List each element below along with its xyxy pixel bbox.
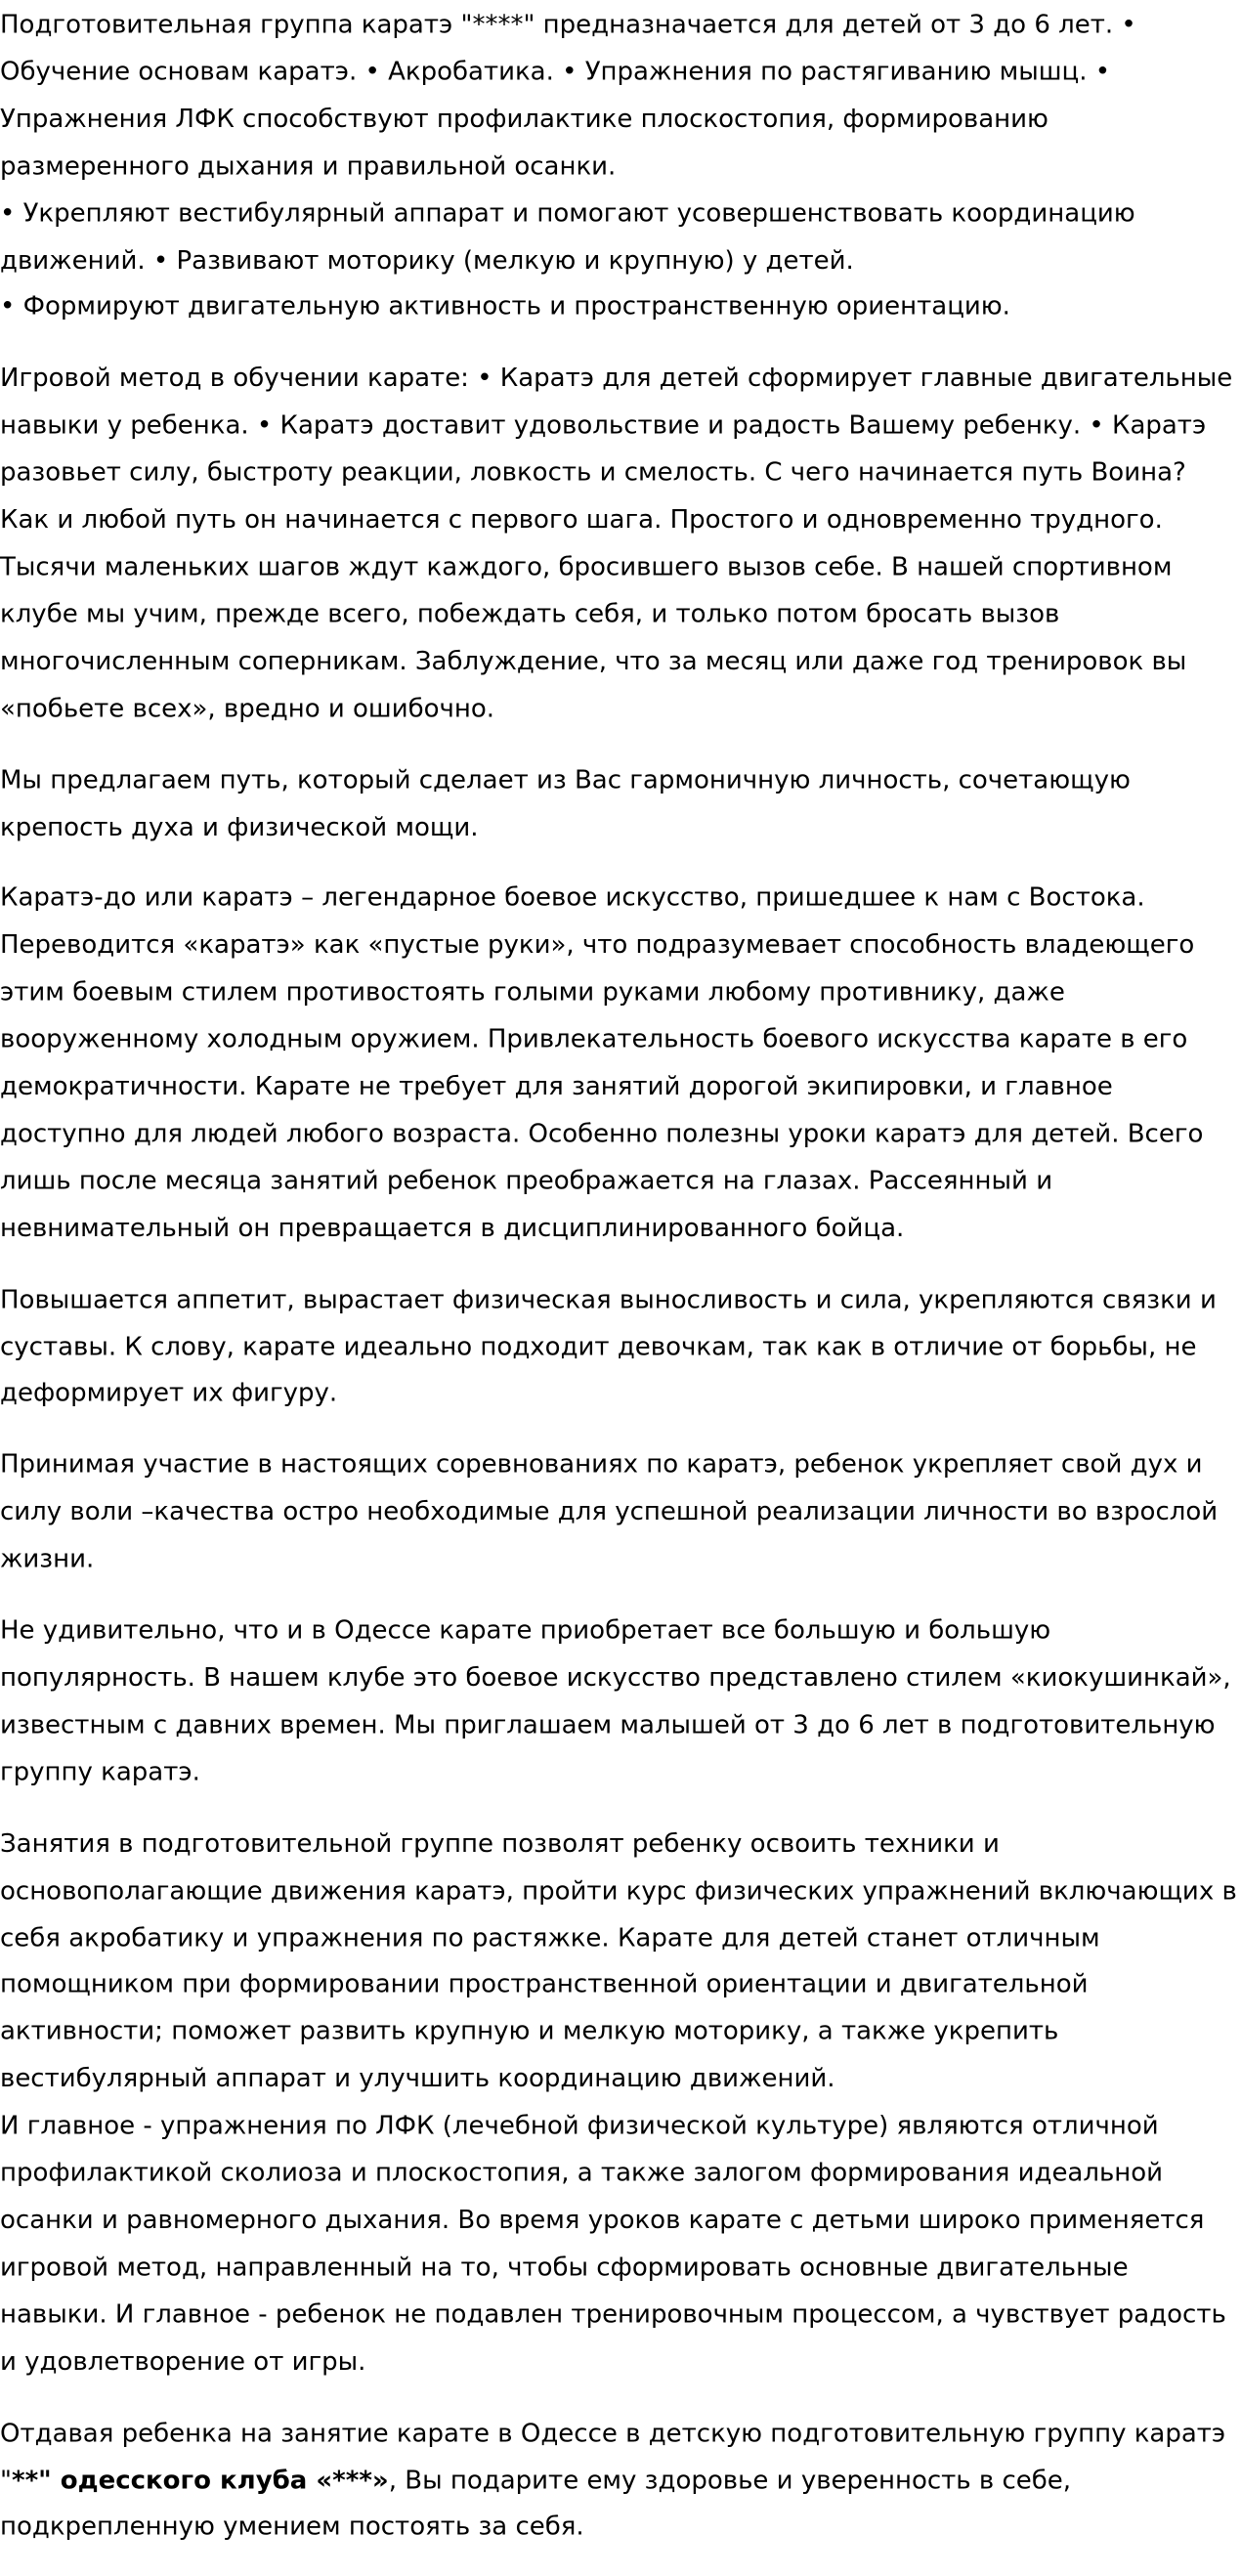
closing-text-end: , Вы подарите ему здоровье и уверенность в себе, подкрепленную умением постоять за себя.: [0, 2465, 1072, 2542]
paragraph-appetite: Повышается аппетит, вырастает физическая выносливость и сила, укрепляются связки и суставы. К слову, карате идеально подходит девочкам, так как в отличие от борьбы, не деформирует их фигуру.: [0, 1284, 1217, 1408]
paragraph-prep-group: [0, 1821, 1241, 2385]
prep-group-line-2: И главное - упражнения по ЛФК (лечебной физической культуре) являются отличной профилактикой сколиоза и плоскостопия, а также залогом формирования идеальной осанки и равномерного дыхания. Во время уроков карате с детьми широко применяется игровой метод, направленный на то, чтобы сформировать основные двигательные навыки. И главное - ребенок не подавлен тренировочным процессом, а чувствует радость и удовлетворение от игры.: [0, 2111, 1226, 2377]
intro-line-1: Подготовительная группа каратэ "****" предназначается для детей от 3 до 6 лет. • Обучение основам каратэ. • Акробатика. • Упражнения по растягиванию мышц. • Упражнения ЛФК способствуют профилактике плоскостопия, формированию размеренного дыхания и правильной осанки.: [0, 10, 1136, 181]
closing-text-start: Отдавая ребенка на занятие карате в Одессе в детскую подготовительную группу каратэ ": [0, 2418, 1226, 2495]
intro-line-2: • Укрепляют вестибулярный аппарат и помогают усовершенствовать координацию движений. • Развивают моторику (мелкую и крупную) у детей.: [0, 197, 1135, 275]
paragraph-odessa: Не удивительно, что и в Одессе карате приобретает все большую и большую популярность. В нашем клубе это боевое искусство представлено стилем «киокушинкай», известным с давних времен. Мы приглашаем малышей от 3 до 6 лет в подготовительную группу каратэ.: [0, 1615, 1231, 1787]
intro-line-3: • Формируют двигательную активность и пространственную ориентацию.: [0, 292, 1010, 322]
club-name-bold: **" одесского клуба «***»: [11, 2465, 389, 2495]
paragraph-path: Мы предлагаем путь, который сделает из Вас гармоничную личность, сочетающую крепость духа и физической мощи.: [0, 764, 1131, 841]
paragraph-competitions: Принимая участие в настоящих соревнованиях по каратэ, ребенок укрепляет свой дух и силу воли –качества остро необходимые для успешной реализации личности во взрослой жизни.: [0, 1449, 1219, 1574]
paragraph-closing: [0, 2410, 1241, 2552]
paragraph-intro: [0, 2, 1241, 331]
prep-group-line-1: Занятия в подготовительной группе позволят ребенку освоить техники и основополагающие движения каратэ, пройти курс физических упражнений включающих в себя акробатику и упражнения по растяжке. Карате для детей станет отличным помощником при формировании пространственной ориентации и двигательной активности; поможет развить крупную и мелкую моторику, а также укрепить вестибулярный аппарат и улучшить координацию движений.: [0, 1828, 1237, 2094]
paragraph-game-method: Игровой метод в обучении карате: • Каратэ для детей сформирует главные двигательные навыки у ребенка. • Каратэ доставит удовольствие и радость Вашему ребенку. • Каратэ разовьет силу, быстроту реакции, ловкость и смелость. С чего начинается путь Воина? Как и любой путь он начинается с первого шага. Простого и одновременно трудного. Тысячи маленьких шагов ждут каждого, бросившего вызов себе. В нашей спортивном клубе мы учим, прежде всего, побеждать себя, и только потом бросать вызов многочисленным соперникам. Заблуждение, что за месяц или даже год тренировок вы «побьете всех», вредно и ошибочно.: [0, 364, 1233, 723]
paragraph-karate-do: Каратэ-до или каратэ – легендарное боевое искусство, пришедшее к нам с Востока. Переводится «каратэ» как «пустые руки», что подразумевает способность владеющего этим боевым стилем противостоять голыми руками любому противнику, даже вооруженному холодным оружием. Привлекательность боевого искусства карате в его демократичности. Карате не требует для занятий дорогой экипировки, и главное доступно для людей любого возраста. Особенно полезны уроки каратэ для детей. Всего лишь после месяца занятий ребенок преображается на глазах. Рассеянный и невнимательный он превращается в дисциплинированного бойца.: [0, 883, 1204, 1243]
